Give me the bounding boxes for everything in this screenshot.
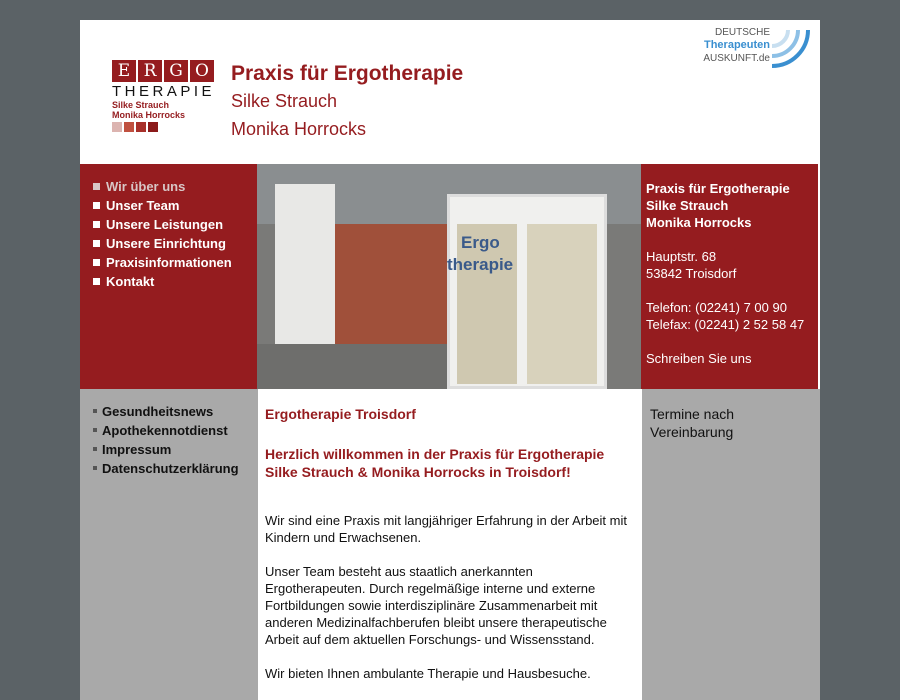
link-apothekennotdienst[interactable]: Apothekennotdienst	[93, 421, 258, 440]
link-gesundheitsnews[interactable]: Gesundheitsnews	[93, 402, 258, 421]
practice-photo	[257, 164, 641, 389]
city: 53842 Troisdorf	[646, 266, 737, 281]
nav-item-unser-team[interactable]: Unser Team	[93, 196, 257, 215]
badge-line: DEUTSCHE	[714, 27, 770, 38]
appointment-note	[642, 389, 820, 700]
therapeuten-auskunft-badge[interactable]	[704, 26, 812, 70]
signal-waves-icon	[770, 26, 812, 70]
paragraph: Wir sind eine Praxis mit langjähriger Erfahrung in der Arbeit mit Kindern und Erwachsenen.	[265, 513, 627, 545]
link-datenschutz[interactable]: Datenschutzerklärung	[93, 459, 258, 478]
link-impressum[interactable]: Impressum	[93, 440, 258, 459]
logo-name: Monika Horrocks	[112, 110, 186, 120]
nav-item-praxisinformationen[interactable]: Praxisinformationen	[93, 253, 257, 272]
logo-name: Silke Strauch	[112, 100, 170, 110]
logo-squares	[112, 122, 216, 132]
nav-item-wir-ueber-uns[interactable]: Wir über uns	[93, 177, 257, 196]
badge-line: Therapeuten	[703, 39, 770, 51]
write-us-link[interactable]: Schreiben Sie uns	[646, 351, 752, 366]
paragraph: Unser Team besteht aus staatlich anerkannten Ergotherapeuten. Durch regelmäßige interne und externe Fortbildungen sowie interdisziplinäre Zusammenarbeit mit anderen Medizinalfachberufen bleibt unsere therapeutische Arbeit auf dem aktuellen Forschungs- und Wissensstand.	[265, 564, 607, 647]
info-name: Monika Horrocks	[646, 215, 752, 230]
phone: Telefon: (02241) 7 00 90	[646, 300, 787, 315]
street: Hauptstr. 68	[646, 249, 717, 264]
content-heading: Ergotherapie Troisdorf	[265, 406, 416, 422]
nav-item-kontakt[interactable]: Kontakt	[93, 272, 257, 291]
site-title: Praxis für Ergotherapie	[231, 62, 464, 85]
owner-name: Silke Strauch	[231, 91, 338, 111]
logo-letter: R	[138, 60, 162, 82]
ergo-logo[interactable]	[112, 60, 216, 132]
info-name: Praxis für Ergotherapie	[646, 181, 790, 196]
logo-letter: E	[112, 60, 136, 82]
badge-line: AUSKUNFT.de	[703, 53, 770, 64]
secondary-nav	[80, 389, 258, 700]
contact-box	[641, 164, 818, 389]
page	[80, 20, 820, 700]
window-text: Ergo	[461, 233, 500, 252]
header-title	[231, 62, 463, 142]
fax: Telefax: (02241) 2 52 58 47	[646, 317, 805, 332]
paragraph: Wir bieten Ihnen ambulante Therapie und Hausbesuche.	[265, 666, 591, 681]
logo-letter: O	[190, 60, 214, 82]
appointment-text: Termine nach Vereinbarung	[650, 406, 735, 440]
window-text: therapie	[447, 255, 514, 274]
info-name: Silke Strauch	[646, 198, 729, 213]
owner-name: Monika Horrocks	[231, 119, 367, 139]
nav-item-einrichtung[interactable]: Unsere Einrichtung	[93, 234, 257, 253]
logo-word: THERAPIE	[112, 83, 216, 100]
welcome-heading: Herzlich willkommen in der Praxis für Ergotherapie Silke Strauch & Monika Horrocks in Troisdorf!	[265, 446, 605, 480]
main-nav	[80, 164, 257, 389]
logo-letter: G	[164, 60, 188, 82]
nav-item-leistungen[interactable]: Unsere Leistungen	[93, 215, 257, 234]
main-content	[258, 389, 642, 700]
